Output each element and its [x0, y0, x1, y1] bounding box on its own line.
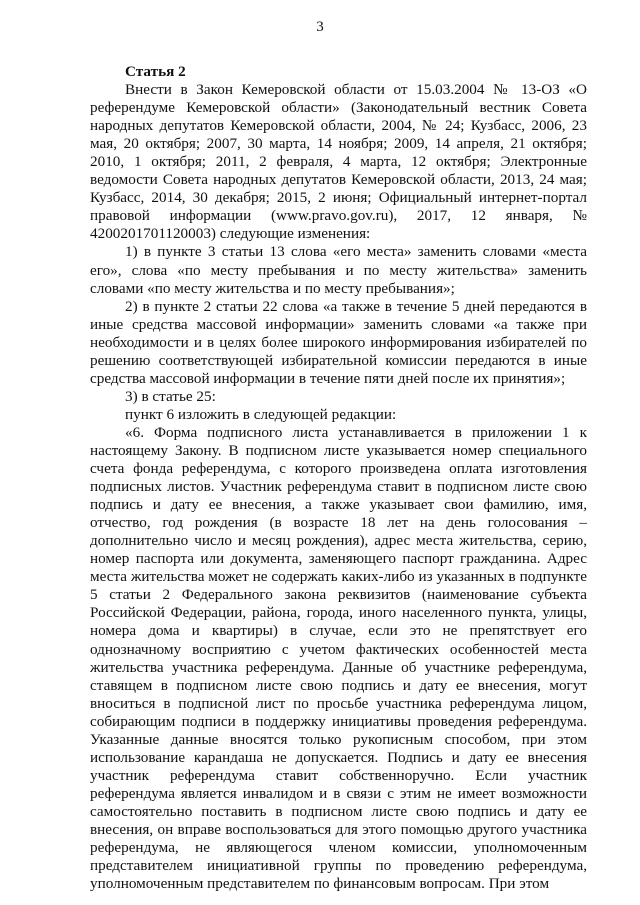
paragraph-point-6-text: «6. Форма подписного листа устанавливается в приложении 1 к настоящему Закону. В подписном листе указывается номер специального счета фонда референдума, с которого произведена оплата изготовления подписных листов. Участник референдума ставит в подписном листе свою подпись и дату ее внесения, а также указывает свои фамилию, имя, отчество, год рождения (в возрасте 18 лет на день голосования – дополнительно число и месяц рождения), адрес места жительства, серию, номер паспорта или документа, заменяющего паспорт гражданина. Адрес места жительства может не содержать каких-либо из указанных в подпункте 5 статьи 2 Федерального закона реквизитов (наименование субъекта Российской Федерации, района, города, иного населенного пункта, улицы, номера дома и квартиры) в случае, если это не препятствует его однозначному восприятию с учетом фактических особенностей места жительства участника референдума. Данные об участнике референдума, ставящем в подписном листе свою подпись и дату ее внесения, могут вноситься в подписной лист по просьбе участника референдума лицом, собирающим подписи в поддержку инициативы проведения референдума. Указанные данные вносятся только рукописным способом, при этом использование карандаша не допускается. Подпись и дату ее внесения участник референдума ставит собственноручно. Если участник референдума является инвалидом и в связи с этим не имеет возможности самостоятельно поставить в подписном листе свою подпись и дату ее внесения, он вправе воспользоваться для этого помощью другого участника референдума, не являющегося членом комиссии, уполномоченным представителем инициативной группы по проведению референдума, уполномоченным представителем по финансовым вопросам. При этом	[90, 423, 587, 893]
paragraph-item-2: 2) в пункте 2 статьи 22 слова «а также в течение 5 дней передаются в иные средства массовой информации» заменить словами «а также при необходимости и в целях более широкого информирования избирателей по решению соответствующей избирательной комиссии передаются в иные средства массовой информации в течение пяти дней после их принятия»;	[90, 297, 587, 387]
paragraph-intro: Внести в Закон Кемеровской области от 15.03.2004 № 13-ОЗ «О референдуме Кемеровской области» (Законодательный вестник Совета народных депутатов Кемеровской области, 2004, № 24; Кузбасс, 2006, 23 мая, 20 октября; 2007, 30 марта, 14 ноября; 2009, 14 апреля, 21 октября; 2010, 1 октября; 2011, 2 февраля, 4 марта, 12 октября; Электронные ведомости Совета народных депутатов Кемеровской области, 2013, 24 мая; Кузбасс, 2014, 30 декабря; 2015, 2 июня; Официальный интернет-портал правовой информации (www.pravo.gov.ru), 2017, 12 января, № 4200201701120003) следующие изменения:	[90, 81, 587, 243]
paragraph-point-6-intro: пункт 6 изложить в следующей редакции:	[125, 405, 397, 423]
article-body	[90, 63, 587, 893]
paragraph-item-3: 3) в статье 25:	[125, 387, 216, 405]
article-heading: Статья 2	[125, 63, 186, 80]
paragraph-item-1: 1) в пункте 3 статьи 13 слова «его места» заменить словами «места его», слова «по месту пребывания и по месту жительства» заменить словами «по месту жительства и по месту пребывания»;	[90, 243, 587, 297]
page-number: 3	[316, 19, 324, 35]
